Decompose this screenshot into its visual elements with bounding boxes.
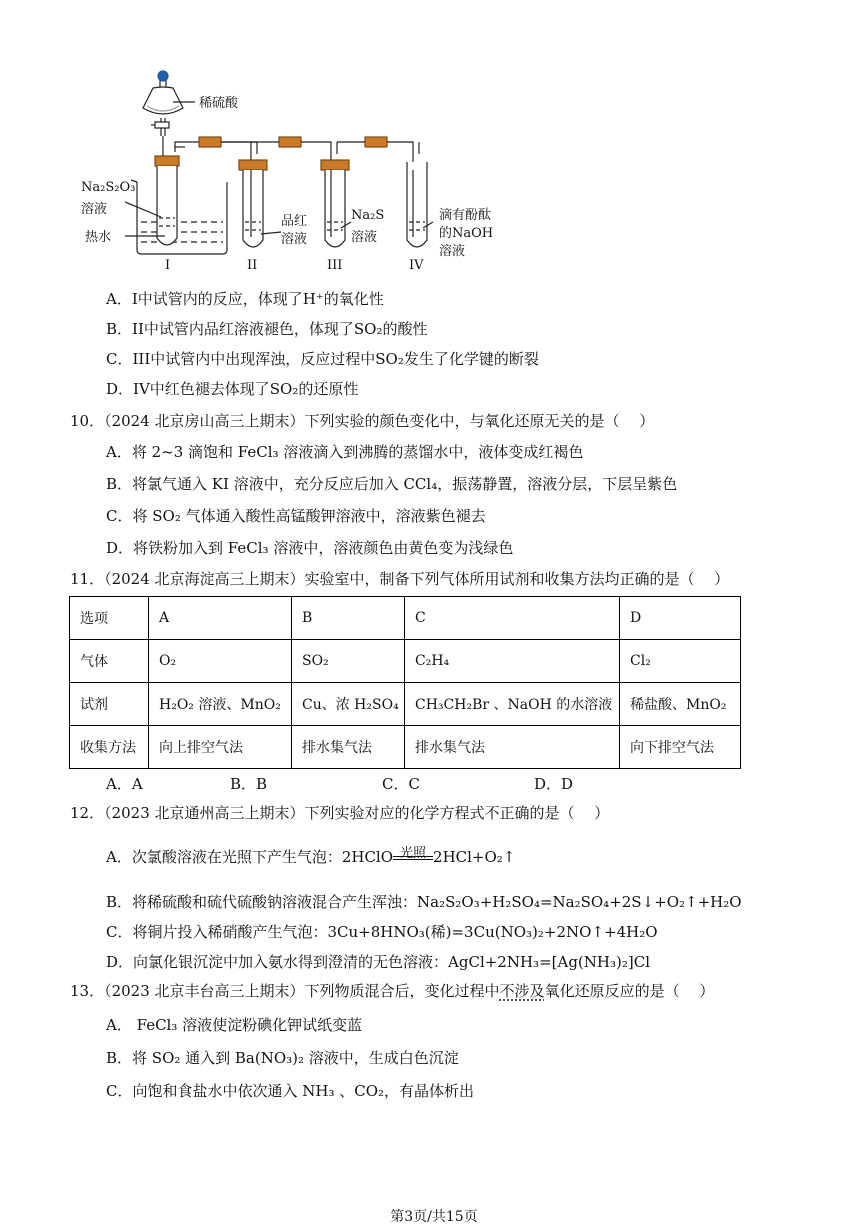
table-row [70,597,741,640]
q10-option-c: C．将 SO₂ 气体通入酸性高锰酸钾溶液中，溶液紫色褪去 [106,507,486,525]
q11-answer-b: B．B [230,775,268,793]
table-cell: 向下排空气法 [620,726,741,769]
table-cell: C [405,597,620,640]
q11-answer-c: C．C [382,775,420,793]
q9-option-c: C．III中试管内中出现浑浊，反应过程中SO₂发生了化学键的断裂 [106,350,539,368]
table-cell: CH₃CH₂Br 、NaOH 的水溶液 [405,683,620,726]
tube3-label-2: 溶液 [351,230,378,245]
q13-stem-emphasis: 不涉及 [499,982,545,1000]
q12-stem: 12．（2023 北京通州高三上期末）下列实验对应的化学方程式不正确的是（ ） [70,804,610,822]
roman-label-3: III [327,258,343,273]
q11-stem: 11．（2024 北京海淀高三上期末）实验室中，制备下列气体所用试剂和收集方法均正确的是（ ） [70,570,730,588]
q10-option-a: A．将 2~3 滴饱和 FeCl₃ 溶液滴入到沸腾的蒸馏水中，液体变成红褐色 [106,443,584,461]
hot-water-label: 热水 [85,230,112,245]
condition-label: 光照 [400,846,427,861]
table-cell: A [149,597,292,640]
page-number: 第3页/共15页 [390,1209,478,1225]
na2s2o3-label: Na₂S₂O₃ [81,180,136,195]
tube3-label-1: Na₂S [351,208,385,223]
table-cell: Cu、浓 H₂SO₄ [292,683,405,726]
table-cell: B [292,597,405,640]
table-cell: SO₂ [292,640,405,683]
table-cell: 收集方法 [70,726,149,769]
q12-option-a-text: A．次氯酸溶液在光照下产生气泡：2HClO [106,848,394,866]
q11-answer-d: D．D [534,775,574,793]
table-row [70,640,741,683]
q13-stem-part1: 13．（2023 北京丰台高三上期末）下列物质混合后，变化过程中 [70,982,500,1000]
q9-option-d: D．IV中红色褪去体现了SO₂的还原性 [106,380,359,398]
q9-option-a: A．I中试管内的反应，体现了H⁺的氧化性 [106,290,384,308]
q13-option-a: A． FeCl₃ 溶液使淀粉碘化钾试纸变蓝 [106,1016,363,1034]
roman-label-1: I [165,258,171,273]
dilute-sulfuric-acid-label: 稀硫酸 [199,96,239,111]
q13-stem-part2: 氧化还原反应的是（ ） [544,982,715,1000]
q12-option-c: C．将铜片投入稀硝酸产生气泡：3Cu+8HNO₃(稀)=3Cu(NO₃)₂+2NO↑+4H₂O [106,923,658,941]
q13-stem [70,980,714,1001]
table-cell: 试剂 [70,683,149,726]
q13-option-c: C．向饱和食盐水中依次通入 NH₃ 、CO₂，有晶体析出 [106,1082,475,1100]
table-row [70,683,741,726]
table-cell: 排水集气法 [292,726,405,769]
na2s2o3-solution-label: 溶液 [81,202,108,217]
roman-label-4: IV [409,258,424,273]
q9-option-b: B．II中试管内品红溶液褪色，体现了SO₂的酸性 [106,320,428,338]
q11-answer-a: A．A [106,775,143,793]
tube2-label-1: 品红 [281,214,308,229]
q10-option-d: D．将铁粉加入到 FeCl₃ 溶液中，溶液颜色由黄色变为浅绿色 [106,539,514,557]
q11-table [69,596,741,769]
q12-option-a [106,846,515,867]
table-cell: H₂O₂ 溶液、MnO₂ [149,683,292,726]
table-cell: O₂ [149,640,292,683]
table-cell: 气体 [70,640,149,683]
table-cell: C₂H₄ [405,640,620,683]
tube4-label-2: 的NaOH [439,226,494,241]
q13-option-b: B．将 SO₂ 通入到 Ba(NO₃)₂ 溶液中，生成白色沉淀 [106,1049,459,1067]
table-cell: 选项 [70,597,149,640]
q12-option-b: B．将稀硫酸和硫代硫酸钠溶液混合产生浑浊：Na₂S₂O₃+H₂SO₄=Na₂SO₄+2S↓+O₂↑+H₂O [106,893,742,911]
table-cell: 排水集气法 [405,726,620,769]
q10-option-b: B．将氯气通入 KI 溶液中，充分反应后加入 CCl₄，振荡静置，溶液分层，下层呈紫色 [106,475,678,493]
tube4-label-3: 溶液 [439,244,466,259]
table-row [70,726,741,769]
table-cell: 稀盐酸、MnO₂ [620,683,741,726]
roman-label-2: II [247,258,258,273]
q12-option-a-product: 2HCl+O₂↑ [433,848,516,866]
table-cell: 向上排空气法 [149,726,292,769]
tube2-label-2: 溶液 [281,232,308,247]
table-cell: Cl₂ [620,640,741,683]
table-cell: D [620,597,741,640]
q12-option-d: D．向氯化银沉淀中加入氨水得到澄清的无色溶液：AgCl+2NH₃=[Ag(NH₃)₂]Cl [106,953,650,971]
apparatus-diagram [75,62,515,281]
q10-stem: 10．（2024 北京房山高三上期末）下列实验的颜色变化中，与氧化还原无关的是（ ） [70,412,655,430]
tube4-label-1: 滴有酚酞 [439,208,492,223]
